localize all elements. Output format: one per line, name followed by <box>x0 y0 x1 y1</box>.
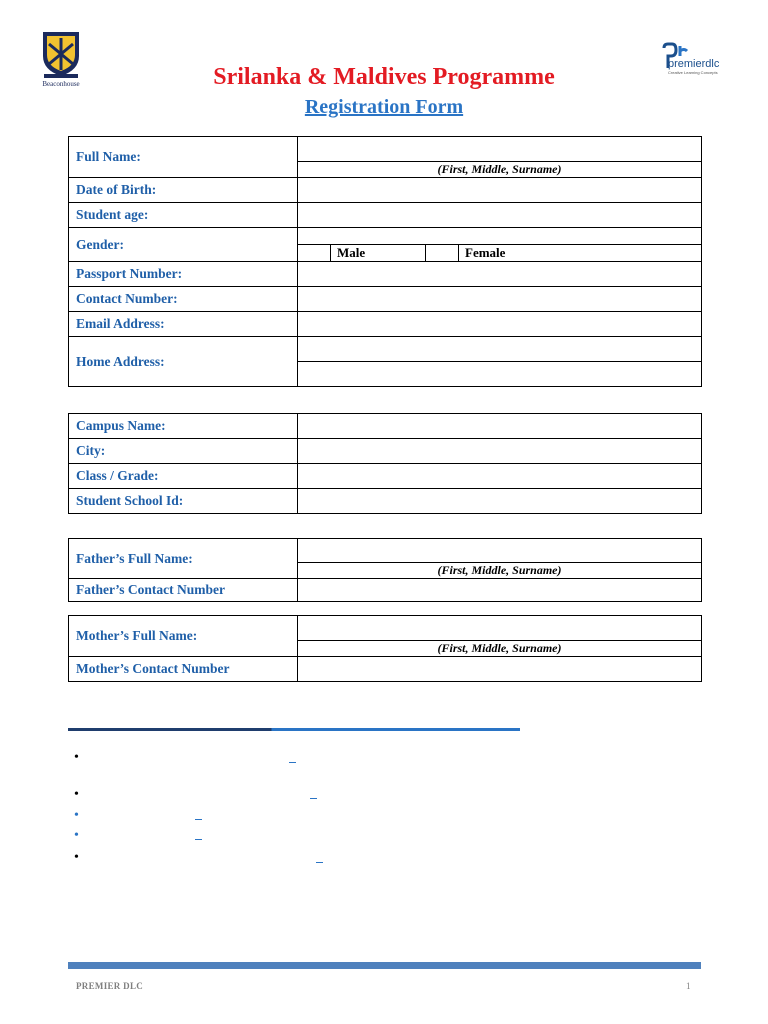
mother-name-label: Mother’s Full Name: <box>69 616 298 657</box>
beaconhouse-logo-text: Beaconhouse <box>42 80 80 88</box>
father-contact-label: Father’s Contact Number <box>69 579 298 602</box>
female-checkbox[interactable] <box>426 245 459 261</box>
home-address-field[interactable] <box>298 337 702 387</box>
father-details-table <box>68 538 702 602</box>
home-address-label: Home Address: <box>69 337 298 387</box>
school-id-label: Student School Id: <box>69 489 298 514</box>
father-name-hint: (First, Middle, Surname) <box>298 562 701 578</box>
mother-name-field[interactable] <box>298 616 702 657</box>
footer-bar <box>68 962 701 969</box>
gender-label: Gender: <box>69 228 298 262</box>
male-checkbox[interactable] <box>298 245 331 261</box>
premierdlc-logo-tagline: Creative Learning Concepts <box>668 70 718 75</box>
mother-details-table <box>68 615 702 682</box>
class-grade-field[interactable] <box>298 464 702 489</box>
bullet-5-link-mark <box>316 862 323 863</box>
mother-contact-label: Mother’s Contact Number <box>69 657 298 682</box>
address-line-1[interactable] <box>298 337 701 361</box>
campus-field[interactable] <box>298 414 702 439</box>
class-grade-label: Class / Grade: <box>69 464 298 489</box>
student-details-table <box>68 136 702 387</box>
premierdlc-logo-text: premierdlc <box>668 58 720 70</box>
mother-name-hint: (First, Middle, Surname) <box>298 640 701 656</box>
passport-label: Passport Number: <box>69 262 298 287</box>
school-details-table <box>68 413 702 514</box>
bullet-4: • <box>74 828 79 843</box>
address-line-2[interactable] <box>298 361 701 386</box>
footer-company: PREMIER DLC <box>76 981 144 991</box>
bullet-1-link-mark <box>289 762 296 763</box>
section-divider <box>68 728 520 731</box>
email-label: Email Address: <box>69 312 298 337</box>
form-subtitle: Registration Form <box>304 96 464 118</box>
full-name-hint: (First, Middle, Surname) <box>298 161 701 177</box>
campus-label: Campus Name: <box>69 414 298 439</box>
bullet-2: • <box>74 787 79 802</box>
full-name-label: Full Name: <box>69 137 298 178</box>
bullet-4-link-mark <box>195 839 202 840</box>
full-name-field[interactable] <box>298 137 702 178</box>
contact-number-field[interactable] <box>298 287 702 312</box>
father-name-field[interactable] <box>298 539 702 579</box>
page-number: 1 <box>686 981 691 991</box>
father-contact-field[interactable] <box>298 579 702 602</box>
father-name-label: Father’s Full Name: <box>69 539 298 579</box>
bullet-3: • <box>74 808 79 823</box>
city-label: City: <box>69 439 298 464</box>
mother-contact-field[interactable] <box>298 657 702 682</box>
email-field[interactable] <box>298 312 702 337</box>
bullet-5: • <box>74 850 79 865</box>
school-id-field[interactable] <box>298 489 702 514</box>
gender-female-label: Female <box>465 245 506 260</box>
dob-field[interactable] <box>298 178 702 203</box>
bullet-2-link-mark <box>310 798 317 799</box>
dob-label: Date of Birth: <box>69 178 298 203</box>
student-age-label: Student age: <box>69 203 298 228</box>
page-title: Srilanka & Maldives Programme <box>213 64 555 90</box>
city-field[interactable] <box>298 439 702 464</box>
student-age-field[interactable] <box>298 203 702 228</box>
bullet-3-link-mark <box>195 819 202 820</box>
passport-field[interactable] <box>298 262 702 287</box>
gender-male-label: Male <box>331 245 426 261</box>
gender-field <box>298 228 702 262</box>
bullet-1: • <box>74 750 79 765</box>
contact-number-label: Contact Number: <box>69 287 298 312</box>
